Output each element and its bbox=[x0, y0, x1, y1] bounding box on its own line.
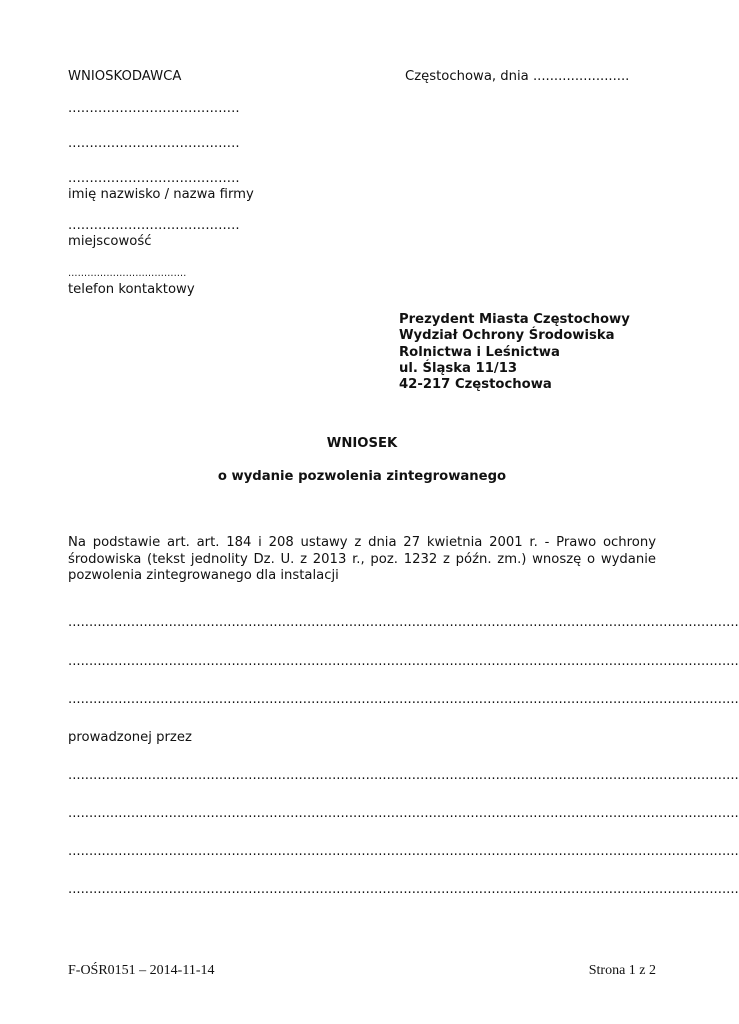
operator-line-2[interactable]: ................................................................................................................................................................ bbox=[68, 806, 739, 821]
applicant-name-field[interactable]: ........................................ bbox=[68, 171, 240, 186]
page-number: Strona 1 z 2 bbox=[588, 963, 656, 978]
operator-line-3[interactable]: ................................................................................................................................................................ bbox=[68, 844, 739, 859]
operator-line-1[interactable]: ................................................................................................................................................................ bbox=[68, 768, 739, 783]
body-paragraph bbox=[68, 535, 656, 585]
applicant-town-field[interactable]: ........................................ bbox=[68, 218, 240, 233]
document-subtitle: o wydanie pozwolenia zintegrowanego bbox=[217, 469, 507, 484]
body-line-2: środowiska (tekst jednolity Dz. U. z 2013 r., poz. 1232 z późn. zm.) wnoszę o wydanie bbox=[68, 551, 656, 567]
recipient-line-4: ul. Śląska 11/13 bbox=[399, 361, 518, 376]
body-line-1: Na podstawie art. art. 184 i 208 ustawy z dnia 27 kwietnia 2001 r. - Prawo ochrony bbox=[68, 535, 656, 550]
applicant-heading: WNIOSKODAWCA bbox=[68, 69, 182, 84]
applicant-phone-label: telefon kontaktowy bbox=[68, 282, 195, 297]
applicant-name-label: imię nazwisko / nazwa firmy bbox=[68, 187, 254, 202]
recipient-line-2: Wydział Ochrony Środowiska bbox=[399, 328, 615, 343]
operator-line-4[interactable]: ................................................................................................................................................................ bbox=[68, 882, 739, 897]
recipient-line-3: Rolnictwa i Leśnictwa bbox=[399, 345, 560, 360]
applicant-town-label: miejscowość bbox=[68, 234, 152, 249]
form-code: F-OŚR0151 – 2014-11-14 bbox=[68, 963, 215, 978]
operated-by-label: prowadzonej przez bbox=[68, 730, 192, 745]
installation-line-3[interactable]: ................................................................................................................................................................ bbox=[68, 692, 739, 707]
recipient-line-5: 42-217 Częstochowa bbox=[399, 377, 552, 392]
body-line-3: pozwolenia zintegrowanego dla instalacji bbox=[68, 568, 339, 583]
applicant-line-2[interactable]: ........................................ bbox=[68, 136, 240, 151]
document-title: WNIOSEK bbox=[326, 436, 398, 451]
applicant-phone-field[interactable]: ………………………………. bbox=[68, 268, 187, 279]
place-date-field[interactable]: Częstochowa, dnia ....................... bbox=[405, 69, 630, 84]
recipient-line-1: Prezydent Miasta Częstochowy bbox=[399, 312, 630, 327]
applicant-line-1[interactable]: ........................................ bbox=[68, 101, 240, 116]
installation-line-2[interactable]: ................................................................................................................................................................ bbox=[68, 654, 739, 669]
installation-line-1[interactable]: ................................................................................................................................................................ bbox=[68, 615, 739, 630]
